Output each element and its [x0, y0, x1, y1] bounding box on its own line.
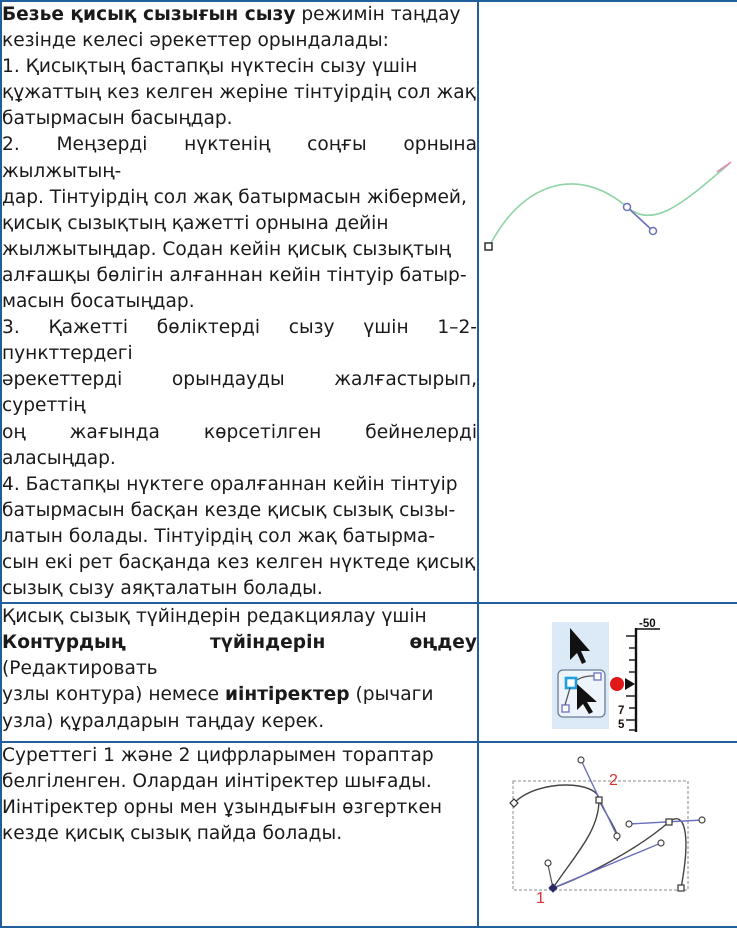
- paragraph-node-edit: [2, 604, 477, 734]
- text-line: батырмасын басқан кезде қисық сызық сызы-: [2, 499, 456, 521]
- node-tool-illustration: [479, 604, 737, 743]
- handle-point: [658, 840, 664, 846]
- text-line: кезінде келесі әрекеттер орындалады:: [2, 30, 389, 52]
- text-line: 1. Қисықтың бастапқы нүктесін сызу үшін: [2, 56, 418, 78]
- bezier-curve-segment: [489, 164, 729, 247]
- text-line: узла) құралдарын таңдау керек.: [2, 710, 325, 732]
- text-line: жылжытыңдар. Содан кейін қисық сызықтың: [2, 238, 451, 260]
- text-line: кезде қисық сызық пайда болады.: [2, 823, 343, 845]
- node-label-2: 2: [609, 772, 618, 790]
- node-handles-illustration: [479, 743, 737, 928]
- text-line: узлы контура) немесе иінтіректер (рычаги: [2, 684, 434, 706]
- red-marker-dot: [610, 677, 624, 691]
- text-line: алғашқы бөлігін алғаннан кейін тінтуір батыр-: [2, 264, 467, 286]
- node-square-icon: [566, 678, 576, 688]
- handle-line: [627, 207, 653, 231]
- ruler-label: 5: [618, 719, 625, 732]
- bold-term: Безье қисық сызығын сызу: [2, 4, 296, 25]
- paragraph-bezier: [2, 2, 477, 602]
- text-line: оң жағында көрсетілген бейнелерді аласыңдар.: [2, 421, 477, 469]
- node-diamond-selected: [549, 884, 557, 892]
- handle-point: [545, 860, 551, 866]
- curve-path: [553, 819, 686, 888]
- text-line: 4. Бастапқы нүктеге оралғаннан кейін тінтуір: [2, 473, 458, 495]
- cell-nodes-text: [1, 742, 478, 927]
- text-line: сын екі рет басқанда кез келген нүктеде қисық: [2, 551, 476, 573]
- text-line: масын босатыңдар.: [2, 291, 195, 313]
- anchor-node: [624, 204, 631, 211]
- text-line: Безье қисық сызығын сызу режимін таңдау: [2, 4, 461, 25]
- ruler-pointer-icon: [625, 678, 635, 690]
- node-square: [596, 797, 602, 803]
- bold-term: иінтіректер: [224, 684, 350, 706]
- bold-term: Контурдың түйіндерін өңдеу: [2, 632, 477, 654]
- ruler-label: -50: [639, 618, 656, 631]
- handle-point: [614, 833, 620, 839]
- curve-preview-segment: [717, 162, 731, 172]
- text-line: Қисық сызық түйіндерін редакциялау үшін: [2, 606, 427, 628]
- text-line: Контурдың түйіндерін өңдеу (Редактировать: [2, 632, 477, 680]
- node-square: [678, 885, 684, 891]
- handle-point: [699, 817, 705, 823]
- cell-toolbar-illustration: [478, 603, 737, 742]
- cell-bezier-text: [1, 1, 478, 603]
- text-line: белгіленген. Олардан иінтіректер шығады.: [2, 771, 432, 793]
- text-line: 3. Қажетті бөліктерді сызу үшін 1–2-пункттердегі: [2, 317, 477, 365]
- node-label-1: 1: [536, 890, 545, 908]
- text-line: Суреттегі 1 және 2 цифрларымен тораптар: [2, 745, 434, 767]
- handle-point: [650, 228, 657, 235]
- cell-bezier-illustration: [478, 1, 737, 603]
- text-line: қисық сызықтың қажетті орнына дейін: [2, 212, 389, 234]
- handle-point: [626, 821, 632, 827]
- paragraph-nodes: [2, 743, 477, 847]
- curve-path: [514, 785, 599, 888]
- text-line: 2. Меңзерді нүктенің соңғы орнына жылжытың-: [2, 134, 477, 182]
- ruler-label: 7: [618, 705, 625, 718]
- text-line: Иінтіректер орны мен ұзындығын өзгерткен: [2, 797, 443, 819]
- text-line: сызық сызу аяқталатын болады.: [2, 578, 323, 600]
- handle-point: [578, 757, 584, 763]
- cell-node-edit-text: [1, 603, 478, 742]
- text-line: дар. Тінтуірдің сол жақ батырмасын жібермей,: [2, 186, 467, 208]
- text-line: әрекеттерді орындауды жалғастырып, суреттің: [2, 369, 477, 417]
- handle-square-icon: [562, 705, 569, 712]
- bezier-curve-illustration: [479, 2, 737, 505]
- node-square: [666, 819, 672, 825]
- start-node-square: [485, 243, 492, 250]
- handle-square-icon: [594, 673, 601, 680]
- text-line: латын болады. Тінтуірдің сол жақ батырма-: [2, 525, 436, 547]
- text-line: батырмасын басыңдар.: [2, 108, 233, 130]
- text-line: құжаттың кез келген жеріне тінтуірдің сол жақ: [2, 82, 476, 104]
- cell-nodes-illustration: [478, 742, 737, 927]
